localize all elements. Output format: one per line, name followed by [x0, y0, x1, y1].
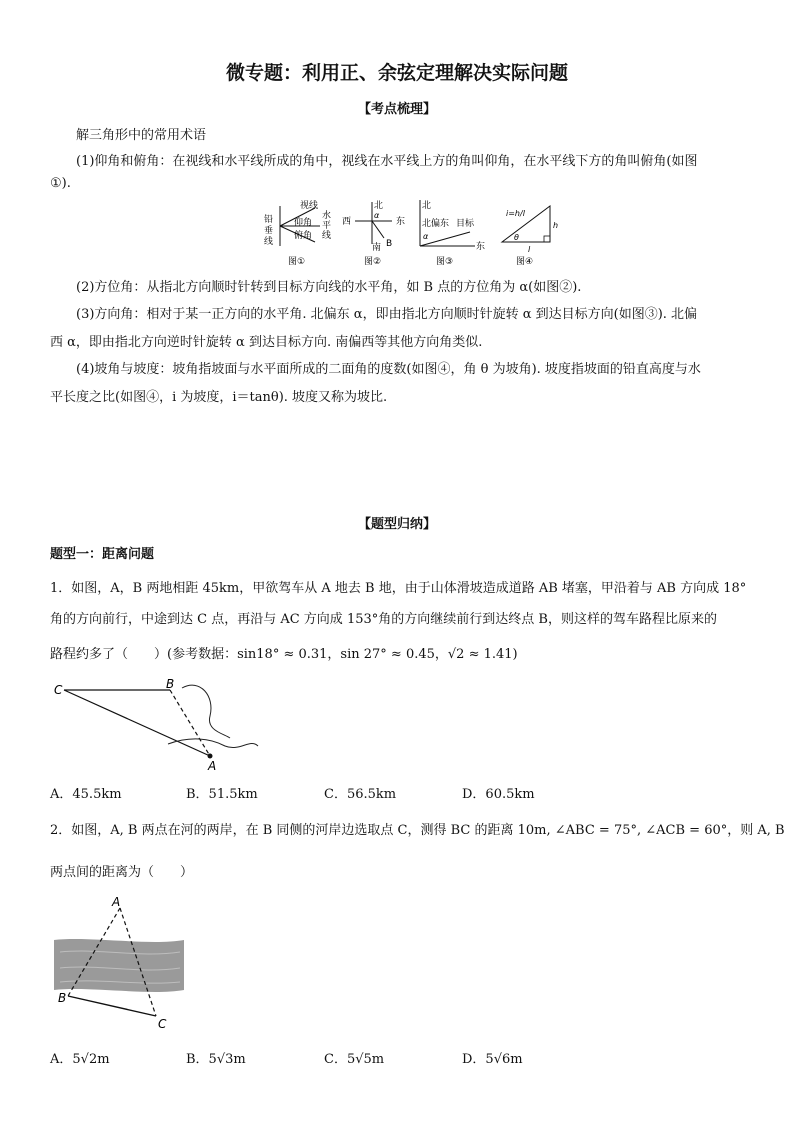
- f2-west: 西: [342, 217, 352, 227]
- figure-3: [420, 199, 485, 267]
- f3-caption: 图③: [436, 257, 454, 267]
- figure-1: [264, 199, 331, 267]
- f4-i: i=h/l: [506, 209, 525, 218]
- q2-label-B: B: [58, 991, 67, 1005]
- page-title: 微专题：利用正、余弦定理解决实际问题: [225, 62, 568, 84]
- q1-line3: 路程约多了（ ）(参考数据：sin18° ≈ 0.31，sin 27° ≈ 0.45，√2 ≈ 1.41): [50, 647, 518, 662]
- q2-option-b[interactable]: B．5√3m: [186, 1052, 246, 1067]
- q2-label-A: A: [112, 895, 121, 909]
- f4-h: h: [553, 221, 559, 230]
- f1-sight-label: 视线: [300, 201, 319, 211]
- f2-east: 东: [396, 217, 406, 227]
- figure-2: [342, 199, 405, 267]
- q1-label-B: B: [166, 677, 175, 691]
- kaodian-p2: (2)方位角：从指北方向顺时针转到目标方向线的水平角，如 B 点的方位角为 α(如图②).: [76, 280, 582, 295]
- q2-option-d[interactable]: D．5√6m: [462, 1052, 523, 1067]
- q2-line1: 2．如图，A, B 两点在河的两岸，在 B 同侧的河岸边选取点 C，测得 BC 的距离 10m, ∠ABC = 75°, ∠ACB = 60°，则 A, B: [50, 823, 785, 838]
- f2-north: 北: [374, 201, 384, 211]
- f1-elevation-label: 仰角: [294, 218, 313, 228]
- q2-line2: 两点间的距离为（ ）: [50, 865, 194, 880]
- q1-option-a[interactable]: A．45.5km: [50, 787, 122, 802]
- figure-4: [502, 206, 558, 267]
- f1-vertical-label-1: 铅: [264, 215, 274, 225]
- kaodian-p3-line1: (3)方向角：相对于某一正方向的水平角. 北偏东 α，即由指北方向顺时针旋转 α 到达目标方向(如图③). 北偏: [76, 307, 698, 322]
- f3-ne: 北偏东: [422, 219, 450, 229]
- q1-option-d[interactable]: D．60.5km: [462, 787, 535, 802]
- f3-alpha: α: [423, 232, 429, 241]
- q1-figure: [50, 676, 280, 774]
- terminology-figures: [260, 196, 580, 271]
- q2-label-C: C: [158, 1017, 167, 1031]
- q2-option-a[interactable]: A．5√2m: [50, 1052, 110, 1067]
- type1-heading: 题型一：距离问题: [50, 547, 155, 562]
- q1-label-A: A: [208, 759, 217, 773]
- kaodian-p4-line2: 平长度之比(如图④，i 为坡度，i＝tanθ). 坡度又称为坡比.: [50, 390, 388, 405]
- f1-vertical-label-3: 线: [264, 237, 274, 247]
- f3-target: 目标: [456, 219, 475, 229]
- q1-option-c[interactable]: C．56.5km: [324, 787, 397, 802]
- f4-caption: 图④: [516, 257, 534, 267]
- f4-theta: θ: [514, 233, 519, 242]
- q1-label-C: C: [54, 683, 63, 697]
- f4-l: l: [528, 245, 531, 254]
- f2-alpha: α: [374, 211, 380, 220]
- f3-north: 北: [422, 201, 432, 211]
- q1-line2: 角的方向前行，中途到达 C 点，再沿与 AC 方向成 153°角的方向继续前行到达终点 B，则这样的驾车路程比原来的: [50, 612, 717, 627]
- f1-horiz-label-2: 平: [322, 221, 332, 231]
- f2-caption: 图②: [364, 257, 382, 267]
- q2-option-c[interactable]: C．5√5m: [324, 1052, 385, 1067]
- f1-vertical-label-2: 垂: [264, 226, 274, 236]
- q1-line1: 1．如图，A，B 两地相距 45km，甲欲驾车从 A 地去 B 地，由于山体滑坡造成道路 AB 堵塞，甲沿着与 AB 方向成 18°: [50, 581, 747, 596]
- f3-east: 东: [476, 242, 486, 252]
- kaodian-p1-line2: ①).: [50, 176, 71, 191]
- q1-option-b[interactable]: B．51.5km: [186, 787, 258, 802]
- f1-caption: 图①: [288, 257, 306, 267]
- kaodian-subheading: 解三角形中的常用术语: [76, 128, 207, 143]
- f1-horiz-label-1: 水: [322, 211, 332, 221]
- f2-B: B: [386, 239, 393, 249]
- f1-depression-label: 俯角: [294, 231, 313, 241]
- f1-horiz-label-3: 线: [322, 231, 332, 241]
- kaodian-heading: 【考点梳理】: [357, 102, 436, 117]
- kaodian-p3-line2: 西 α，即由指北方向逆时针旋转 α 到达目标方向. 南偏西等其他方向角类似.: [50, 335, 483, 350]
- tixing-heading: 【题型归纳】: [357, 517, 436, 532]
- q2-figure: [50, 890, 200, 1035]
- kaodian-p4-line1: (4)坡角与坡度：坡角指坡面与水平面所成的二面角的度数(如图④，角 θ 为坡角). 坡度指坡面的铅直高度与水: [76, 362, 701, 377]
- kaodian-p1-line1: (1)仰角和俯角：在视线和水平线所成的角中，视线在水平线上方的角叫仰角，在水平线下方的角叫俯角(如图: [76, 154, 698, 169]
- f2-south: 南: [372, 243, 382, 253]
